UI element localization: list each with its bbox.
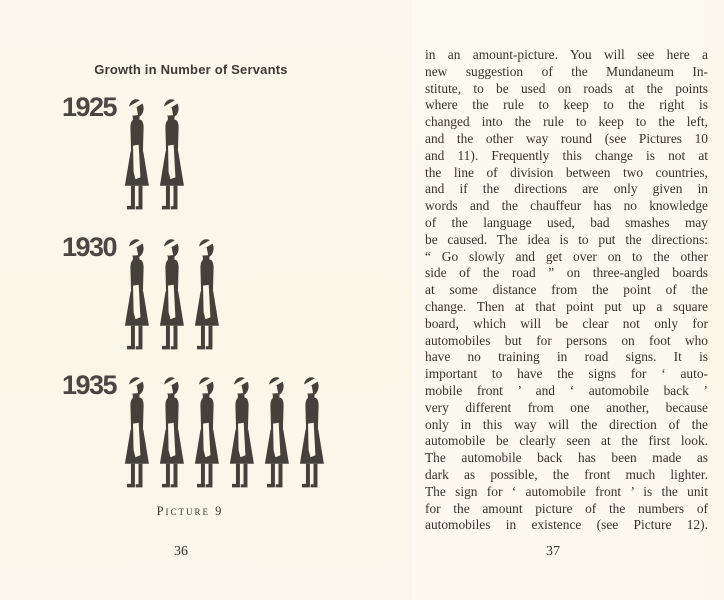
text-line: for the amount picture of the numbers of: [425, 500, 708, 516]
text-line: board, which will be clear not only for: [425, 315, 708, 331]
servant-figure-icon: [225, 373, 259, 497]
servant-figure-icon: [155, 235, 189, 359]
page-number-right: 37: [546, 544, 560, 559]
text-line: of the language used, bad smashes may: [425, 214, 708, 230]
pictogram-row-1930: [62, 233, 225, 359]
text-line: have no training in road signs. It is: [425, 349, 708, 365]
text-line: at some distance from the point of the: [425, 282, 708, 298]
figure-group-1930: [120, 235, 225, 359]
figure-group-1925: [120, 95, 190, 219]
text-line: dark as possible, the front much lighter.: [425, 466, 708, 482]
servant-figure-icon: [155, 95, 189, 219]
text-line: and if the directions are only given in: [425, 181, 708, 197]
text-line: “ Go slowly and get over on to the other: [425, 248, 708, 264]
text-line: side of the road ” on three-angled boards: [425, 265, 708, 281]
text-line: automobile be clearly seen at the first look.: [425, 433, 708, 449]
text-line: where the rule to keep to the right is: [425, 97, 708, 113]
text-line: stitute, to be used on roads at the points: [425, 80, 708, 96]
servant-figure-icon: [190, 373, 224, 497]
text-line: in an amount-picture. You will see here a: [425, 47, 708, 62]
body-text-column: [425, 47, 708, 534]
text-line: very different from one another, because: [425, 399, 708, 415]
text-line: and the other way round (see Pictures 10: [425, 130, 708, 146]
text-line: automobiles in existence (see Picture 12).: [425, 517, 708, 533]
picture-caption: Picture 9: [156, 504, 224, 518]
year-label-1925: 1925: [62, 92, 117, 122]
text-line: new suggestion of the Mundaneum In-: [425, 63, 708, 79]
figure-group-1935: [120, 373, 330, 497]
pictogram-row-1925: [62, 93, 190, 219]
text-line: and 11). Frequently this change is not at: [425, 147, 708, 163]
text-line: words and the chauffeur has no knowledge: [425, 198, 708, 214]
year-label-1935: 1935: [62, 370, 117, 400]
servant-figure-icon: [260, 373, 294, 497]
servant-figure-icon: [155, 373, 189, 497]
text-line: change. Then at that point put up a square: [425, 298, 708, 314]
text-line: only in this way will the direction of the: [425, 416, 708, 432]
chart-title: Growth in Number of Servants: [94, 62, 288, 77]
text-line: The automobile back has been made as: [425, 450, 708, 466]
servant-figure-icon: [120, 95, 154, 219]
text-line: changed into the rule to keep to the left,: [425, 114, 708, 130]
text-line: automobiles but for persons on foot who: [425, 332, 708, 348]
page-number-left: 36: [174, 544, 188, 559]
text-line: important to have the signs for ‘ auto-: [425, 366, 708, 382]
text-line: the line of division between two countries,: [425, 164, 708, 180]
text-line: be caused. The idea is to put the directions:: [425, 231, 708, 247]
year-label-1930: 1930: [62, 232, 117, 262]
pictogram-row-1935: [62, 371, 330, 497]
text-line: The sign for ‘ automobile front ’ is the unit: [425, 483, 708, 499]
text-line: mobile front ’ and ‘ automobile back ’: [425, 382, 708, 398]
servant-figure-icon: [190, 235, 224, 359]
servant-figure-icon: [120, 235, 154, 359]
servant-figure-icon: [120, 373, 154, 497]
servant-figure-icon: [295, 373, 329, 497]
